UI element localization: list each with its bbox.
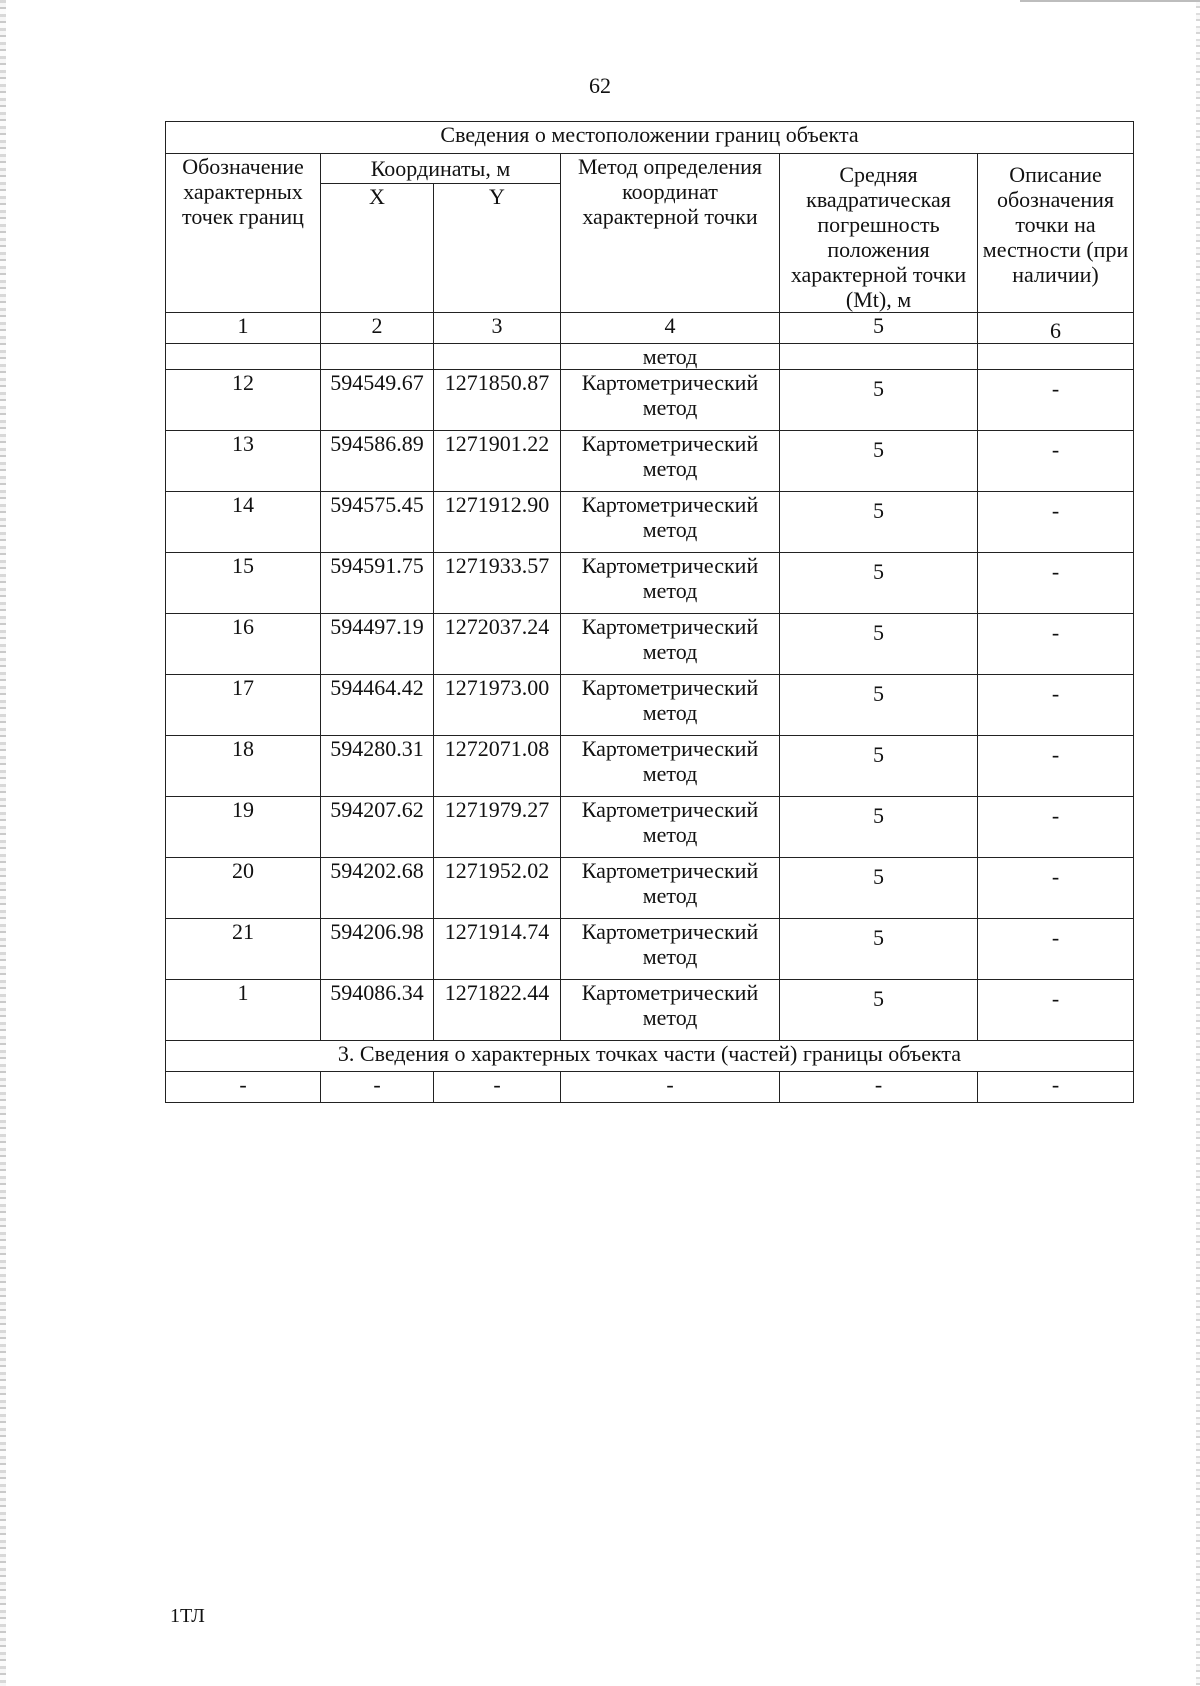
point-cell: 20 [166,858,321,919]
method-cell: Картометрический метод [561,431,780,492]
y-cell: 1271822.44 [434,980,561,1041]
description-cell: - [978,492,1134,553]
method-cell: Картометрический метод [561,980,780,1041]
continued-row [166,344,1134,370]
boundary-coordinates-table [165,121,1134,1103]
point-cell: 19 [166,797,321,858]
x-cell: 594591.75 [321,553,434,614]
method-cell: Картометрический метод [561,553,780,614]
method-cell: Картометрический метод [561,797,780,858]
column-number-4: 4 [561,313,780,344]
method-cell: Картометрический метод [561,675,780,736]
method-cell: Картометрический метод [561,919,780,980]
column-number-2: 2 [321,313,434,344]
table-row [166,553,1134,614]
x-cell: 594575.45 [321,492,434,553]
table-row [166,675,1134,736]
header-y: Y [434,184,561,313]
header-mean-error: Средняя квадратическая погрешность положения характерной точки (Mt), м [780,154,978,313]
section3-cell: - [780,1072,978,1103]
section3-row [166,1072,1134,1103]
description-cell: - [978,675,1134,736]
table-row [166,980,1134,1041]
x-cell: 594206.98 [321,919,434,980]
scan-edge-right [1196,0,1200,1686]
method-cell: Картометрический метод [561,858,780,919]
point-cell: 21 [166,919,321,980]
method-cell: Картометрический метод [561,736,780,797]
x-cell: 594497.19 [321,614,434,675]
column-number-3: 3 [434,313,561,344]
mean-error-cell: 5 [780,370,978,431]
y-cell: 1272037.24 [434,614,561,675]
table-title: Сведения о местоположении границ объекта [166,122,1134,154]
mean-error-cell: 5 [780,675,978,736]
y-cell: 1271952.02 [434,858,561,919]
description-cell: - [978,431,1134,492]
description-cell: - [978,553,1134,614]
table-row [166,492,1134,553]
method-cell: Картометрический метод [561,614,780,675]
header-x: X [321,184,434,313]
description-cell: - [978,614,1134,675]
continued-cell [434,344,561,370]
mean-error-cell: 5 [780,980,978,1041]
x-cell: 594202.68 [321,858,434,919]
mean-error-cell: 5 [780,919,978,980]
description-cell: - [978,370,1134,431]
section3-cell: - [978,1072,1134,1103]
footer-code: 1ТЛ [170,1605,205,1627]
header-point-designation: Обозначение характерных точек границ [166,154,321,313]
method-cell: Картометрический метод [561,370,780,431]
mean-error-cell: 5 [780,614,978,675]
section3-cell: - [321,1072,434,1103]
description-cell: - [978,919,1134,980]
column-number-5: 5 [780,313,978,344]
point-cell: 17 [166,675,321,736]
table-row [166,797,1134,858]
mean-error-cell: 5 [780,797,978,858]
column-number-1: 1 [166,313,321,344]
point-cell: 14 [166,492,321,553]
scan-edge-left [0,0,6,1686]
x-cell: 594586.89 [321,431,434,492]
header-description: Описание обозначения точки на местности (при наличии) [978,154,1134,313]
table-row [166,370,1134,431]
page-number: 62 [589,73,611,98]
description-cell: - [978,797,1134,858]
table-row [166,919,1134,980]
mean-error-cell: 5 [780,858,978,919]
continued-cell [978,344,1134,370]
section3-cell: - [434,1072,561,1103]
x-cell: 594086.34 [321,980,434,1041]
x-cell: 594549.67 [321,370,434,431]
y-cell: 1271979.27 [434,797,561,858]
y-cell: 1272071.08 [434,736,561,797]
point-cell: 12 [166,370,321,431]
method-cell: Картометрический метод [561,492,780,553]
table-row [166,736,1134,797]
point-cell: 1 [166,980,321,1041]
mean-error-cell: 5 [780,736,978,797]
point-cell: 13 [166,431,321,492]
continued-cell [780,344,978,370]
point-cell: 18 [166,736,321,797]
point-cell: 15 [166,553,321,614]
header-coordinates: Координаты, м [321,154,561,184]
table-row [166,858,1134,919]
column-number-6: 6 [978,313,1134,344]
x-cell: 594207.62 [321,797,434,858]
table-row [166,431,1134,492]
section3-cell: - [166,1072,321,1103]
y-cell: 1271850.87 [434,370,561,431]
point-cell: 16 [166,614,321,675]
x-cell: 594280.31 [321,736,434,797]
mean-error-cell: 5 [780,492,978,553]
mean-error-cell: 5 [780,553,978,614]
continued-cell [321,344,434,370]
continued-cell [166,344,321,370]
y-cell: 1271933.57 [434,553,561,614]
section3-cell: - [561,1072,780,1103]
continued-method: метод [561,344,780,370]
mean-error-cell: 5 [780,431,978,492]
header-method: Метод определения координат характерной точки [561,154,780,313]
section3-title: 3. Сведения о характерных точках части (частей) границы объекта [166,1041,1134,1072]
x-cell: 594464.42 [321,675,434,736]
y-cell: 1271912.90 [434,492,561,553]
description-cell: - [978,736,1134,797]
description-cell: - [978,980,1134,1041]
y-cell: 1271914.74 [434,919,561,980]
table-row [166,614,1134,675]
y-cell: 1271973.00 [434,675,561,736]
description-cell: - [978,858,1134,919]
y-cell: 1271901.22 [434,431,561,492]
scan-corner-line [1020,0,1200,2]
